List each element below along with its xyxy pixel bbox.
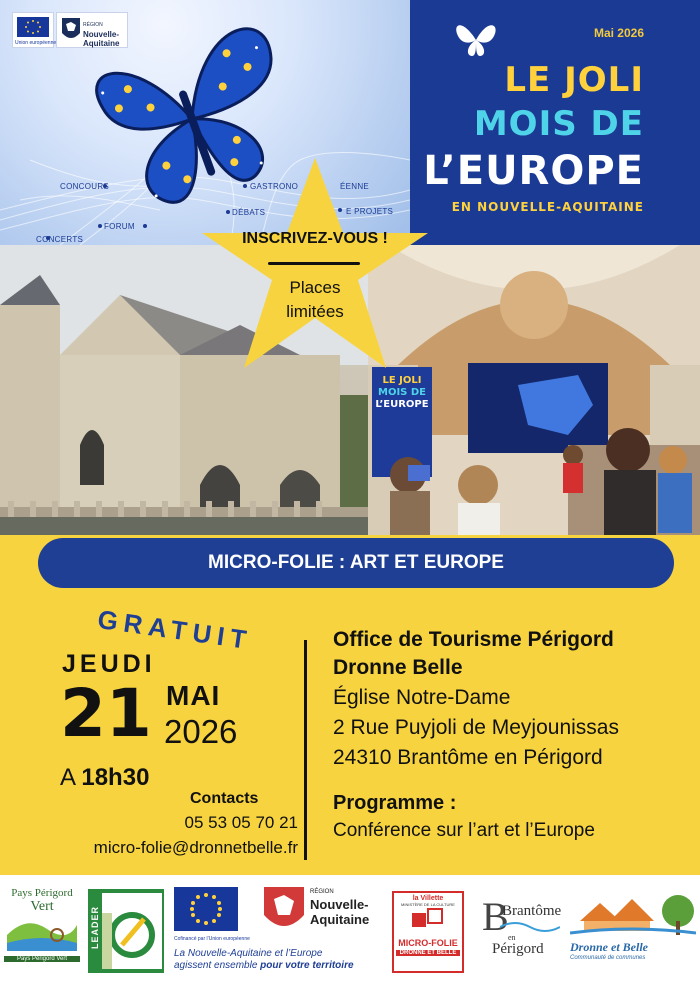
venue-address-1: Église Notre-Dame	[333, 686, 511, 709]
register-headline: INSCRIVEZ-VOUS !	[242, 230, 388, 247]
eu-cofunded-caption: Cofinancé par l’Union européenne	[174, 936, 250, 942]
dronne-line-1: Dronne et Belle	[570, 940, 648, 954]
date-tag: Mai 2026	[593, 26, 644, 40]
brantome-line-3: Périgord	[492, 941, 544, 957]
mini-poster	[374, 375, 430, 411]
eu-flag-icon	[17, 17, 49, 37]
region-footer-line-1: Nouvelle-	[310, 897, 369, 912]
word-gastronomie: GASTRONO	[250, 182, 299, 191]
mini-poster-line-2: MOIS DE	[378, 387, 426, 398]
limited-places	[240, 276, 390, 324]
footer-tagline-line-1: La Nouvelle-Aquitaine et l’Europe	[174, 948, 323, 959]
leader-logo	[88, 889, 164, 973]
region-lion-icon	[61, 17, 81, 43]
footer-tagline-line-2a: agissent ensemble	[174, 960, 261, 971]
pays-perigord-line-2: Vert	[30, 899, 54, 914]
pays-perigord-line-1: Pays Périgord	[11, 887, 73, 899]
word-projets: E PROJETS	[346, 207, 394, 216]
contacts-label: Contacts	[190, 790, 259, 807]
mini-poster-line-3: L’EUROPE	[375, 399, 429, 410]
region-footer-small: RÉGION	[310, 889, 334, 895]
title-line-1: LE JOLI	[504, 60, 644, 100]
limited-places-line-1: Places	[289, 278, 341, 297]
brantome-b-letter: B	[482, 894, 509, 939]
limited-places-line-2: limitées	[286, 302, 344, 321]
event-time-prefix: A	[60, 764, 75, 791]
programme-label: Programme :	[333, 792, 457, 814]
region-footer-logo	[262, 885, 384, 941]
eu-cofunded-logo	[174, 887, 250, 951]
dronne-line-2: Communauté de communes	[570, 955, 646, 961]
landscape-icon	[7, 915, 77, 951]
microfolie-line-2: DRONNE ET BELLE	[396, 950, 460, 956]
title-line-3: L’EUROPE	[423, 148, 644, 194]
region-logo-caption: Nouvelle-Aquitaine	[83, 30, 120, 48]
venue-address-3: 24310 Brantôme en Périgord	[333, 746, 603, 769]
microfolie-line-1: MICRO-FOLIE	[398, 938, 458, 948]
contact-phone[interactable]: 05 53 05 70 21	[184, 813, 298, 832]
title-line-2: MOIS DE	[473, 104, 644, 144]
event-time-value: 18h30	[81, 764, 150, 791]
mini-poster-line-1: LE JOLI	[382, 375, 422, 386]
partner-logos-footer	[0, 875, 700, 990]
brantome-logo	[478, 893, 570, 973]
venue-name	[333, 626, 614, 682]
title-subtitle: EN NOUVELLE-AQUITAINE	[451, 200, 644, 214]
footer-tagline-line-2	[174, 960, 354, 972]
word-forum: FORUM	[104, 222, 135, 231]
eu-logo	[12, 12, 57, 48]
pays-perigord-logo	[4, 887, 80, 975]
microfolie-logo	[392, 891, 464, 973]
event-time	[60, 764, 149, 792]
region-footer-line-2: Aquitaine	[310, 912, 370, 927]
leader-label: LEADER	[90, 905, 100, 949]
small-butterfly-icon	[452, 16, 502, 60]
event-year: 2026	[164, 713, 238, 750]
event-day: 21	[60, 675, 152, 752]
microfolie-cubes-icon	[408, 907, 448, 933]
contact-email[interactable]: micro-folie@dronnetbelle.fr	[93, 838, 298, 857]
event-month: MAI	[166, 680, 221, 711]
register-underline	[268, 262, 360, 265]
word-debats: DÉBATS	[232, 208, 266, 217]
word-concerts: CONCERTS	[36, 235, 84, 244]
region-logo-small: RÉGION	[83, 22, 103, 28]
venue-address-2: 2 Rue Puyjoli de Meyjounissas	[333, 716, 619, 739]
villette-small: MINISTÈRE DE LA CULTURE	[401, 902, 455, 907]
dronne-belle-logo	[570, 891, 696, 975]
programme-text: Conférence sur l’art et l’Europe	[333, 820, 595, 841]
eu-flag-icon	[174, 887, 238, 931]
brantome-wave-icon	[500, 919, 560, 933]
divider-line	[304, 640, 307, 860]
brantome-line-1: Brantôme	[502, 903, 562, 919]
region-footer-name	[310, 897, 369, 927]
leader-emblem-icon	[102, 893, 162, 969]
venue-name-line-1: Office de Tourisme Périgord	[333, 628, 614, 651]
region-shield-icon	[262, 885, 306, 937]
footer-tagline-line-2b: pour votre territoire	[260, 960, 354, 971]
footer-tagline	[174, 948, 354, 972]
free-label: GRATUIT	[95, 604, 255, 656]
eu-logo-caption: Union européenne	[15, 40, 57, 46]
star-shape	[198, 158, 432, 372]
word-concours: CONCOURS	[60, 182, 110, 191]
word-europeenne: ÉENNE	[340, 182, 370, 191]
event-weekday: JEUDI	[62, 650, 156, 678]
pays-perigord-small: Pays Périgord Vert	[4, 956, 80, 962]
houses-tree-icon	[570, 891, 696, 935]
villette-label: la Villette	[412, 895, 444, 902]
brantome-line-2: en	[508, 933, 516, 942]
venue-name-line-2: Dronne Belle	[333, 656, 463, 679]
event-title-banner: MICRO-FOLIE : ART ET EUROPE	[38, 538, 674, 588]
